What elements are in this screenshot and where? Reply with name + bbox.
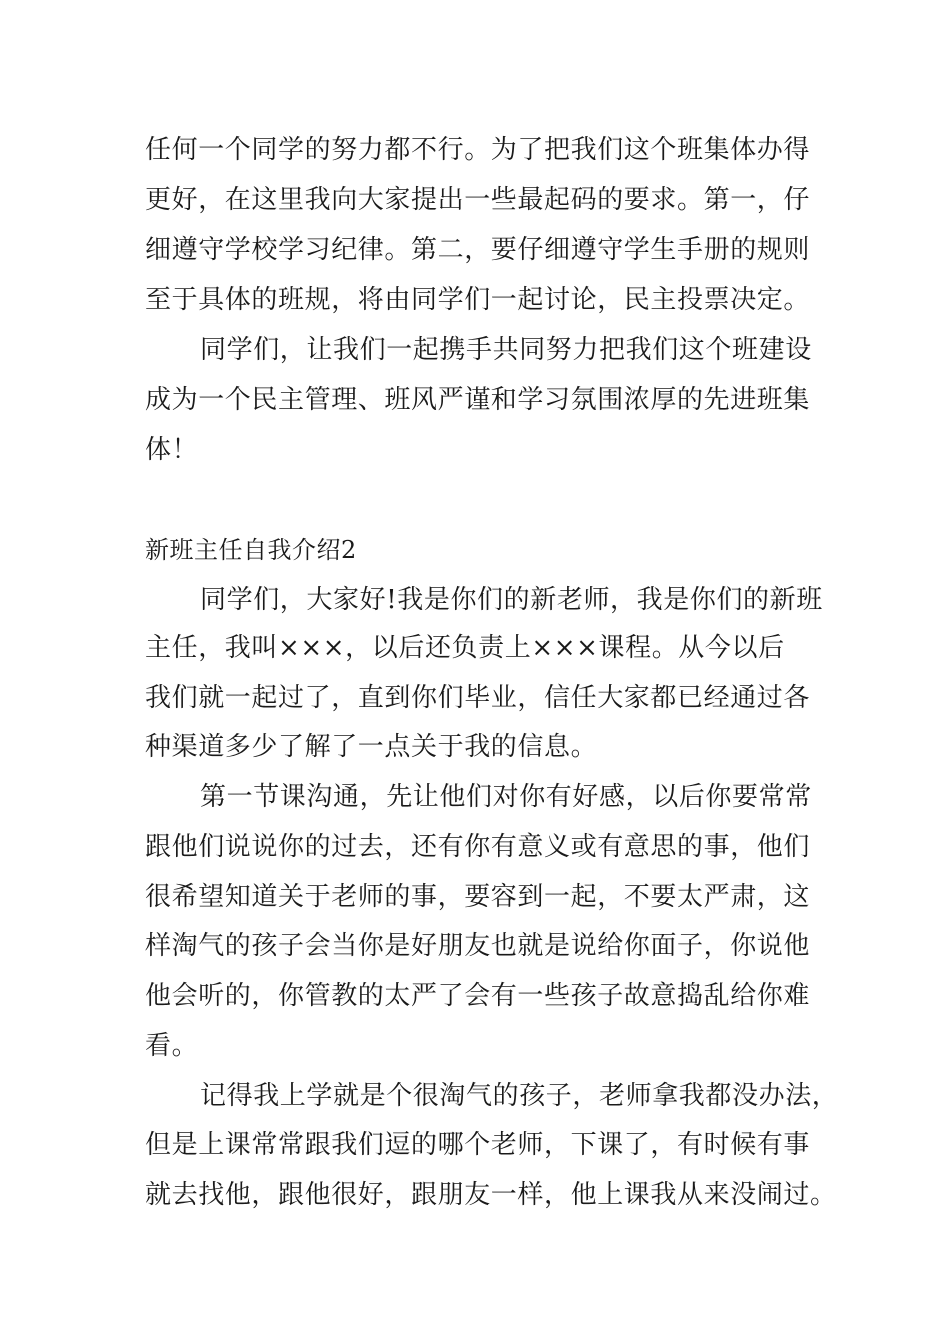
- paragraph-line: 很希望知道关于老师的事，要容到一起，不要太严肃，这: [145, 882, 811, 912]
- paragraph-line: 任何一个同学的努力都不行。为了把我们这个班集体办得: [145, 135, 811, 165]
- paragraph-line: 同学们，让我们一起携手共同努力把我们这个班建设: [200, 335, 812, 365]
- paragraph-line: 跟他们说说你的过去，还有你有意义或有意思的事，他们: [145, 832, 811, 862]
- paragraph-line: 第一节课沟通，先让他们对你有好感，以后你要常常: [200, 782, 812, 812]
- paragraph-line: 记得我上学就是个很淘气的孩子，老师拿我都没办法，: [200, 1081, 839, 1111]
- paragraph-line: 种渠道多少了解了一点关于我的信息。: [145, 732, 598, 762]
- section-heading: 新班主任自我介绍2: [145, 536, 357, 564]
- paragraph-line: 我们就一起过了，直到你们毕业，信任大家都已经通过各: [145, 683, 811, 713]
- paragraph-line: 细遵守学校学习纪律。第二，要仔细遵守学生手册的规则: [145, 235, 811, 265]
- paragraph-line: 同学们，大家好!我是你们的新老师，我是你们的新班: [200, 585, 823, 615]
- paragraph-line: 他会听的，你管教的太严了会有一些孩子故意捣乱给你难: [145, 981, 811, 1011]
- paragraph-line: 就去找他，跟他很好，跟朋友一样，他上课我从来没闹过。: [145, 1180, 837, 1210]
- paragraph-line: 更好，在这里我向大家提出一些最起码的要求。第一，仔: [145, 185, 811, 215]
- paragraph-line: 但是上课常常跟我们逗的哪个老师，下课了，有时候有事: [145, 1130, 811, 1160]
- paragraph-line: 成为一个民主管理、班风严谨和学习氛围浓厚的先进班集: [145, 385, 811, 415]
- paragraph-line: 至于具体的班规，将由同学们一起讨论，民主投票决定。: [145, 285, 811, 315]
- paragraph-line: 主任，我叫×××，以后还负责上×××课程。从今以后: [145, 633, 785, 663]
- paragraph-line: 看。: [145, 1031, 199, 1061]
- paragraph-line: 样淘气的孩子会当你是好朋友也就是说给你面子，你说他: [145, 931, 811, 961]
- paragraph-line: 体！: [145, 435, 199, 465]
